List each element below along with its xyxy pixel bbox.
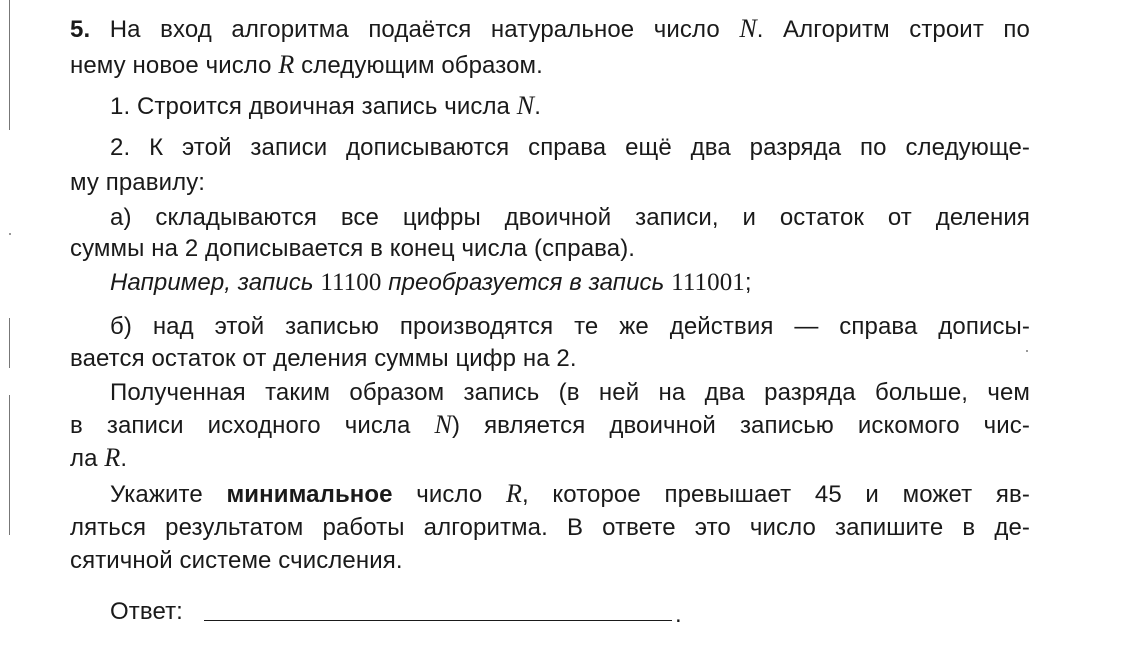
task-text: Укажите <box>110 481 203 508</box>
step-2a-line-2: суммы на 2 дописывается в конец числа (справа). <box>70 235 636 262</box>
result-text: в записи исходного числа <box>70 412 411 439</box>
variable-n: N <box>434 410 452 439</box>
task-line-1 <box>110 479 1030 510</box>
step-1-text: 1. Строится двоичная запись числа <box>110 93 510 120</box>
variable-n: N <box>739 14 757 43</box>
task-line-2: ляться результатом работы алгоритма. В ответе это число запишите в де- <box>70 514 1030 541</box>
step-1-end: . <box>534 93 542 120</box>
example-text: преобразуется в запись <box>388 269 665 296</box>
margin-line <box>9 318 10 368</box>
result-text: ) является двоичной записью искомого чис- <box>451 412 1030 439</box>
result-line-2 <box>70 410 1030 441</box>
step-1 <box>110 91 1030 122</box>
task-text: число <box>416 481 483 508</box>
task-line-3: сятичной системе счисления. <box>70 547 403 574</box>
step-2b-line-1: б) над этой записью производятся те же действия — справа дописы- <box>110 313 1030 340</box>
example-binary-2: 111001 <box>671 269 745 296</box>
step-2b-line-2: вается остаток от деления суммы цифр на 2. <box>70 345 577 372</box>
answer-label: Ответ: <box>110 598 183 625</box>
intro-text: нему новое число <box>70 52 272 79</box>
intro-text: . Алгоритм строит по <box>756 16 1030 43</box>
step-2-line-1: 2. К этой записи дописываются справа ещё два разряда по следующе- <box>110 134 1030 161</box>
intro-text: На вход алгоритма подаётся натуральное число <box>109 16 720 43</box>
variable-r: R <box>278 50 295 79</box>
intro-line-2 <box>70 50 1030 81</box>
variable-r: R <box>104 443 121 472</box>
margin-line <box>9 395 10 535</box>
example-binary-1: 11100 <box>320 269 382 296</box>
variable-n: N <box>516 91 535 120</box>
task-emphasis: минимальное <box>226 481 393 508</box>
example-end: ; <box>744 269 752 296</box>
scan-dot <box>9 233 11 235</box>
task-text: , которое превышает 45 и может яв- <box>521 481 1030 508</box>
variable-r: R <box>505 479 522 508</box>
example-line <box>110 268 1030 298</box>
answer-end-dot: . <box>675 601 682 628</box>
result-line-1: Полученная таким образом запись (в ней на два разряда больше, чем <box>110 379 1030 406</box>
intro-line-1 <box>70 14 1030 45</box>
margin-line <box>9 0 10 130</box>
step-2-line-2: му правилу: <box>70 169 206 196</box>
problem-number: 5. <box>70 16 91 43</box>
step-2a-line-1: а) складываются все цифры двоичной записи, и остаток от деления <box>110 204 1030 231</box>
result-line-3 <box>70 443 1030 474</box>
example-text: Например, запись <box>110 269 314 296</box>
result-text: ла <box>70 445 98 472</box>
intro-text: следующим образом. <box>301 52 543 79</box>
result-end: . <box>120 445 128 472</box>
answer-blank-line[interactable] <box>204 620 672 621</box>
